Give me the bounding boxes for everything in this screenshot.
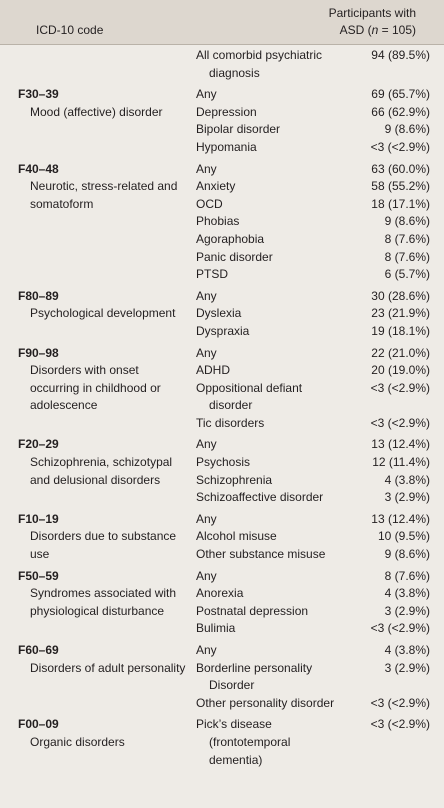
diagnosis-cell: Psychosis bbox=[196, 455, 251, 470]
table-row bbox=[0, 345, 444, 363]
participants-cell: 30 (28.6%) bbox=[371, 288, 430, 303]
table-group bbox=[0, 568, 444, 638]
empty-cell bbox=[0, 695, 196, 713]
participants-cell: 13 (12.4%) bbox=[371, 437, 430, 452]
table-row bbox=[0, 213, 444, 231]
table-row bbox=[0, 104, 444, 122]
empty-cell bbox=[0, 489, 196, 507]
table-group bbox=[0, 288, 444, 341]
participants-cell: <3 (<2.9%) bbox=[370, 695, 430, 710]
diagnosis-cell: Anorexia bbox=[196, 586, 244, 601]
diagnosis-cell: Panic disorder bbox=[196, 249, 273, 264]
diagnosis-cell: Agoraphobia bbox=[196, 231, 265, 246]
table-header bbox=[0, 0, 444, 45]
participants-cell: 9 (8.6%) bbox=[384, 214, 430, 229]
header-n-symbol: n bbox=[371, 23, 379, 37]
empty-cell bbox=[0, 415, 196, 433]
empty-cell bbox=[0, 231, 196, 249]
table-row bbox=[0, 139, 444, 157]
participants-cell: <3 (<2.9%) bbox=[370, 621, 430, 636]
diagnosis-cell: Hypomania bbox=[196, 139, 257, 154]
table-row bbox=[0, 266, 444, 284]
table-row bbox=[0, 249, 444, 267]
diagnosis-cell: Bulimia bbox=[196, 621, 236, 636]
header-participants-suffix: = 105) bbox=[378, 23, 416, 37]
icd-code: F60–69 bbox=[18, 643, 59, 657]
participants-cell: 4 (3.8%) bbox=[384, 586, 430, 601]
participants-cell: 12 (11.4%) bbox=[372, 455, 430, 470]
participants-cell: 6 (5.7%) bbox=[384, 267, 430, 282]
diagnosis-cell: Any bbox=[196, 288, 217, 303]
participants-cell: 63 (60.0%) bbox=[371, 161, 430, 176]
diagnosis-cell: Pick’s disease (frontotemporal dementia) bbox=[196, 717, 291, 767]
diagnosis-cell: Dyspraxia bbox=[196, 323, 250, 338]
table-group bbox=[0, 436, 444, 506]
header-participants bbox=[329, 5, 430, 39]
participants-cell: 94 (89.5%) bbox=[371, 48, 430, 62]
table-row bbox=[0, 121, 444, 139]
diagnosis-cell: Any bbox=[196, 87, 217, 102]
diagnosis-cell: Phobias bbox=[196, 214, 240, 229]
participants-cell: 20 (19.0%) bbox=[371, 363, 430, 378]
icd-category: Neurotic, stress-related and somatoform bbox=[30, 179, 178, 211]
table-row bbox=[0, 620, 444, 638]
icd-category: Organic disorders bbox=[30, 734, 125, 749]
diagnosis-cell: Alcohol misuse bbox=[196, 529, 277, 544]
icd-code: F20–29 bbox=[18, 437, 59, 452]
participants-cell: <3 (<2.9%) bbox=[370, 717, 430, 732]
header-participants-line1: Participants with bbox=[328, 6, 416, 20]
empty-cell bbox=[0, 47, 196, 82]
diagnosis-cell: Any bbox=[196, 511, 217, 526]
participants-cell: 66 (62.9%) bbox=[371, 104, 430, 119]
participants-cell: 3 (2.9%) bbox=[384, 603, 430, 618]
icd-category: Syndromes associated with physiological disturbance bbox=[30, 586, 177, 618]
table-row bbox=[0, 511, 444, 529]
diagnosis-cell: Depression bbox=[196, 104, 257, 119]
participants-cell: <3 (<2.9%) bbox=[370, 139, 430, 154]
diagnosis-cell: Postnatal depression bbox=[196, 603, 309, 618]
participants-cell: 10 (9.5%) bbox=[377, 529, 430, 544]
table-row bbox=[0, 436, 444, 454]
table-row bbox=[0, 489, 444, 507]
empty-cell bbox=[0, 139, 196, 157]
table-row bbox=[0, 305, 444, 323]
diagnosis-cell: Schizophrenia bbox=[196, 472, 273, 487]
header-icd-code: ICD-10 code bbox=[36, 23, 104, 37]
diagnosis-cell: Schizoaffective disorder bbox=[196, 490, 324, 505]
diagnosis-cell: Any bbox=[196, 643, 217, 657]
table-row bbox=[0, 546, 444, 564]
diagnosis-cell: Bipolar disorder bbox=[196, 122, 281, 137]
diagnosis-cell: Anxiety bbox=[196, 179, 236, 194]
empty-cell bbox=[0, 266, 196, 284]
header-participants-prefix: ASD ( bbox=[339, 23, 372, 37]
table-group bbox=[0, 716, 444, 769]
diagnosis-cell: Any bbox=[196, 345, 217, 360]
diagnosis-cell: OCD bbox=[196, 196, 223, 211]
icd-category: Disorders due to substance use bbox=[30, 529, 177, 562]
table-row bbox=[0, 660, 444, 695]
participants-cell: 18 (17.1%) bbox=[371, 196, 430, 211]
participants-cell: 4 (3.8%) bbox=[384, 643, 430, 657]
icd-code: F50–59 bbox=[18, 568, 59, 583]
table-row bbox=[0, 642, 444, 660]
table-group bbox=[0, 511, 444, 564]
empty-cell bbox=[0, 249, 196, 267]
participants-cell: 3 (2.9%) bbox=[384, 490, 430, 505]
icd-code: F80–89 bbox=[18, 288, 59, 303]
icd-code: F90–98 bbox=[18, 345, 59, 360]
participants-cell: 3 (2.9%) bbox=[384, 660, 430, 675]
table-row bbox=[0, 323, 444, 341]
participants-cell: 8 (7.6%) bbox=[384, 231, 430, 246]
table-row bbox=[0, 47, 444, 82]
participants-cell: 13 (12.4%) bbox=[371, 511, 430, 526]
icd-code: F00–09 bbox=[18, 717, 59, 732]
table-group bbox=[0, 161, 444, 284]
diagnosis-cell: Dyslexia bbox=[196, 306, 242, 321]
table-group bbox=[0, 642, 444, 712]
icd-code: F30–39 bbox=[18, 87, 59, 102]
empty-cell bbox=[0, 213, 196, 231]
participants-cell: 23 (21.9%) bbox=[371, 306, 430, 321]
diagnosis-cell: ADHD bbox=[196, 363, 231, 378]
participants-cell: 58 (55.2%) bbox=[371, 179, 430, 194]
empty-cell bbox=[0, 323, 196, 341]
icd-category: Mood (affective) disorder bbox=[30, 104, 163, 119]
participants-cell: 22 (21.0%) bbox=[371, 345, 430, 360]
diagnosis-cell: Oppositional defiant disorder bbox=[196, 380, 303, 413]
table-group bbox=[0, 345, 444, 433]
participants-cell: 4 (3.8%) bbox=[384, 472, 430, 487]
diagnosis-cell: Other substance misuse bbox=[196, 547, 326, 562]
table-row bbox=[0, 288, 444, 306]
table-group bbox=[0, 86, 444, 156]
empty-cell bbox=[0, 620, 196, 638]
diagnosis-cell: Borderline personality Disorder bbox=[196, 660, 313, 693]
diagnosis-cell: Other personality disorder bbox=[196, 695, 335, 710]
diagnosis-cell: PTSD bbox=[196, 267, 229, 282]
diagnosis-cell: Any bbox=[196, 161, 217, 176]
table-body bbox=[0, 45, 444, 773]
participants-cell: <3 (<2.9%) bbox=[370, 415, 430, 430]
table-row bbox=[0, 568, 444, 586]
diagnosis-cell: Any bbox=[196, 568, 217, 583]
table-row bbox=[0, 161, 444, 179]
participants-cell: 19 (18.1%) bbox=[371, 323, 430, 338]
icd-category: Disorders of adult personality bbox=[30, 660, 186, 675]
participants-cell: 69 (65.7%) bbox=[371, 87, 430, 102]
table-group bbox=[0, 47, 444, 82]
table-row bbox=[0, 415, 444, 433]
diagnosis-cell: All comorbid psychiatric diagnosis bbox=[196, 48, 323, 80]
participants-cell: 8 (7.6%) bbox=[384, 249, 430, 264]
participants-cell: 8 (7.6%) bbox=[384, 568, 430, 583]
participants-cell: 9 (8.6%) bbox=[384, 122, 430, 137]
icd-code: F40–48 bbox=[18, 161, 59, 176]
icd-category: Disorders with onset occurring in childhood or adolescence bbox=[30, 363, 161, 413]
table-row bbox=[0, 695, 444, 713]
table-row bbox=[0, 86, 444, 104]
diagnosis-cell: Tic disorders bbox=[196, 415, 265, 430]
table-row bbox=[0, 231, 444, 249]
icd-category: Psychological development bbox=[30, 306, 176, 321]
table-row bbox=[0, 734, 196, 752]
empty-cell bbox=[0, 121, 196, 139]
icd-code: F10–19 bbox=[18, 511, 59, 526]
icd-category: Schizophrenia, schizotypal and delusional disorders bbox=[30, 455, 173, 487]
participants-cell: <3 (<2.9%) bbox=[370, 380, 430, 395]
participants-cell: 9 (8.6%) bbox=[384, 547, 430, 562]
diagnosis-cell: Any bbox=[196, 437, 217, 452]
